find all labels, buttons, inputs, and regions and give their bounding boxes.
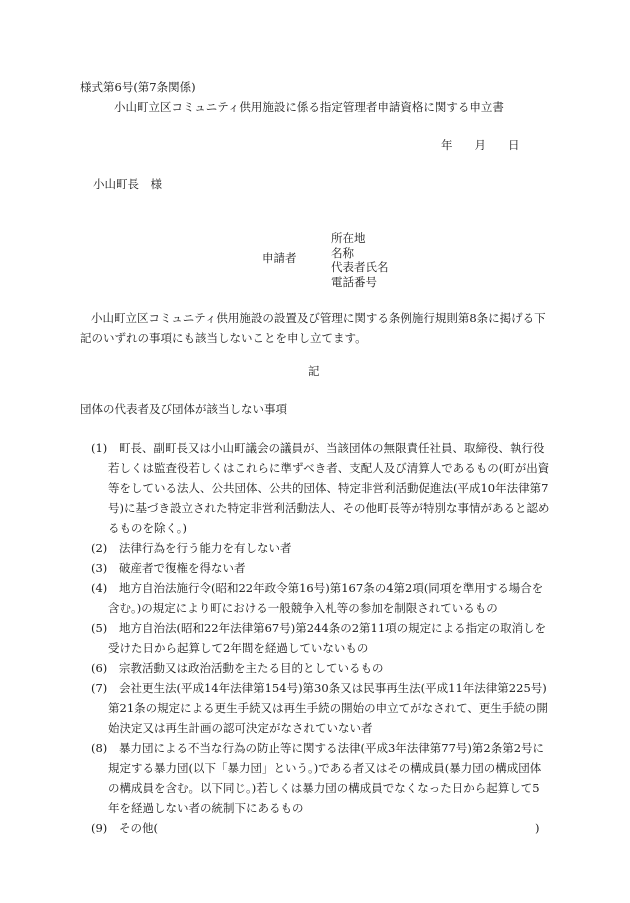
item-number: (1) — [91, 441, 108, 455]
list-item — [80, 678, 550, 738]
item-number: (8) — [91, 741, 108, 755]
item-text: 法律行為を行う能力を有しない者 — [119, 541, 292, 555]
item-number: (6) — [91, 661, 108, 675]
item-text: 会社更生法(平成14年法律第154号)第30条又は民事再生法(平成11年法律第225号)第21条の規定による更生手続又は再生手続の開始の申立てがなされて、更生手続の開始決定又は再生計画の認可決定がなされていない者 — [108, 681, 548, 735]
item-number: (5) — [91, 621, 108, 635]
field-name: 名称 — [331, 245, 354, 260]
item-text: 地方自治法施行令(昭和22年政令第16号)第167条の4第2項(同項を準用する場合を含む。)の規定により町における一般競争入札等の参加を制限されているもの — [108, 581, 544, 615]
applicant-label: 申請者 — [262, 251, 297, 265]
intro-paragraph: 小山町立区コミュニティ供用施設の設置及び管理に関する条例施行規則第8条に掲げる下記のいずれの事項にも該当しないことを申し立てます。 — [80, 311, 546, 345]
item-number: (2) — [91, 541, 108, 555]
list-item — [80, 438, 550, 538]
date-line — [441, 140, 520, 152]
list-item — [80, 658, 550, 678]
list-item — [80, 558, 550, 578]
section-heading: 団体の代表者及び団体が該当しない事項 — [80, 402, 287, 416]
document-title: 小山町立区コミュニティ供用施設に係る指定管理者申請資格に関する申立書 — [114, 100, 504, 114]
item-text: 破産者で復権を得ない者 — [119, 561, 246, 575]
field-address: 所在地 — [331, 231, 366, 245]
item-text: 町長、副町長又は小山町議会の議員が、当該団体の無限責任社員、取締役、執行役若しくは監査役若しくはこれらに準ずべき者、支配人及び清算人であるもの(町が出資等をしている法人、公共団体、公共的団体、特定非営利活動促進法(平成10年法律第7号)に基づき設立された特定非営利活動法人、その他町長等が特別な事情があると認めるものを除く。) — [108, 441, 550, 535]
item-text: 地方自治法(昭和22年法律第67号)第244条の2第11項の規定による指定の取消しを受けた日から起算して2年間を経過していないもの — [108, 621, 547, 655]
applicant-fields — [331, 231, 389, 289]
list-item — [80, 738, 550, 818]
item-number: (4) — [91, 581, 108, 595]
item-number: (3) — [91, 561, 108, 575]
item-other-close: ) — [535, 821, 540, 835]
field-phone: 電話番号 — [331, 274, 377, 289]
date-month: 月 — [474, 138, 486, 152]
item-other-text: その他( — [119, 821, 158, 835]
list-item-other — [80, 818, 550, 838]
list-item — [80, 578, 550, 618]
item-text: 宗教活動又は政治活動を主たる目的としているもの — [119, 661, 384, 675]
date-day: 日 — [508, 138, 520, 152]
ki-marker: 記 — [308, 364, 320, 378]
list-item — [80, 538, 550, 558]
form-number: 様式第6号(第7条関係) — [80, 80, 196, 94]
item-number: (9) — [91, 821, 108, 835]
item-text: 暴力団による不当な行為の防止等に関する法律(平成3年法律第77号)第2条第2号に規定する暴力団(以下「暴力団」という。)である者又はその構成員(暴力団の構成団体の構成員を含む。以下同じ。)若しくは暴力団の構成員でなくなった日から起算して5年を経過しない者の統制下にあるもの — [108, 741, 545, 815]
field-representative: 代表者氏名 — [331, 260, 389, 274]
list-item — [80, 618, 550, 658]
items-list — [80, 438, 550, 838]
item-number: (7) — [91, 681, 108, 695]
date-year: 年 — [441, 138, 453, 152]
addressee: 小山町長 様 — [93, 177, 162, 191]
